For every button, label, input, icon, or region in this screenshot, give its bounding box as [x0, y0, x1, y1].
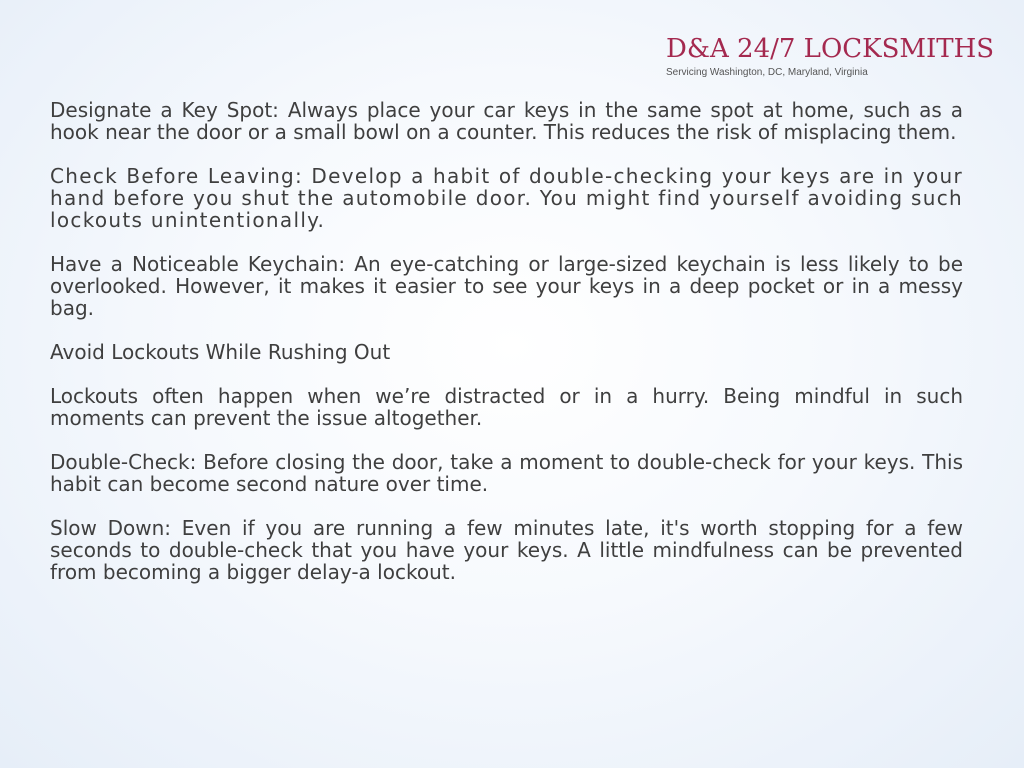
paragraph-noticeable-keychain: Have a Noticeable Keychain: An eye-catching or large-sized keychain is less likely to be overlooked. However, it makes it easier to see your keys in a deep pocket or in a messy bag.	[50, 252, 963, 320]
paragraph-key-spot: Designate a Key Spot: Always place your car keys in the same spot at home, such as a hook near the door or a small bowl on a counter. This reduces the risk of misplacing them.	[50, 98, 963, 144]
paragraph-lockouts-often: Lockouts often happen when we’re distracted or in a hurry. Being mindful in such moments can prevent the issue altogether.	[50, 384, 963, 430]
paragraph-check-before-leaving: Check Before Leaving: Develop a habit of double-checking your keys are in your hand before you shut the automobile door. You might find yourself avoiding such lockouts unintentionally.	[50, 164, 963, 232]
paragraph-slow-down: Slow Down: Even if you are running a few minutes late, it's worth stopping for a few seconds to double-check that you have your keys. A little mindfulness can be prevented from becoming a bigger delay-a lockout.	[50, 516, 963, 584]
paragraph-double-check: Double-Check: Before closing the door, take a moment to double-check for your keys. This habit can become second nature over time.	[50, 450, 963, 496]
brand-logo	[666, 34, 1006, 79]
brand-name: D&A 24/7 LOCKSMITHS	[666, 34, 995, 64]
article-body	[50, 99, 963, 605]
section-heading-rushing-out: Avoid Lockouts While Rushing Out	[50, 340, 391, 364]
brand-tagline: Servicing Washington, DC, Maryland, Virginia	[666, 67, 868, 78]
